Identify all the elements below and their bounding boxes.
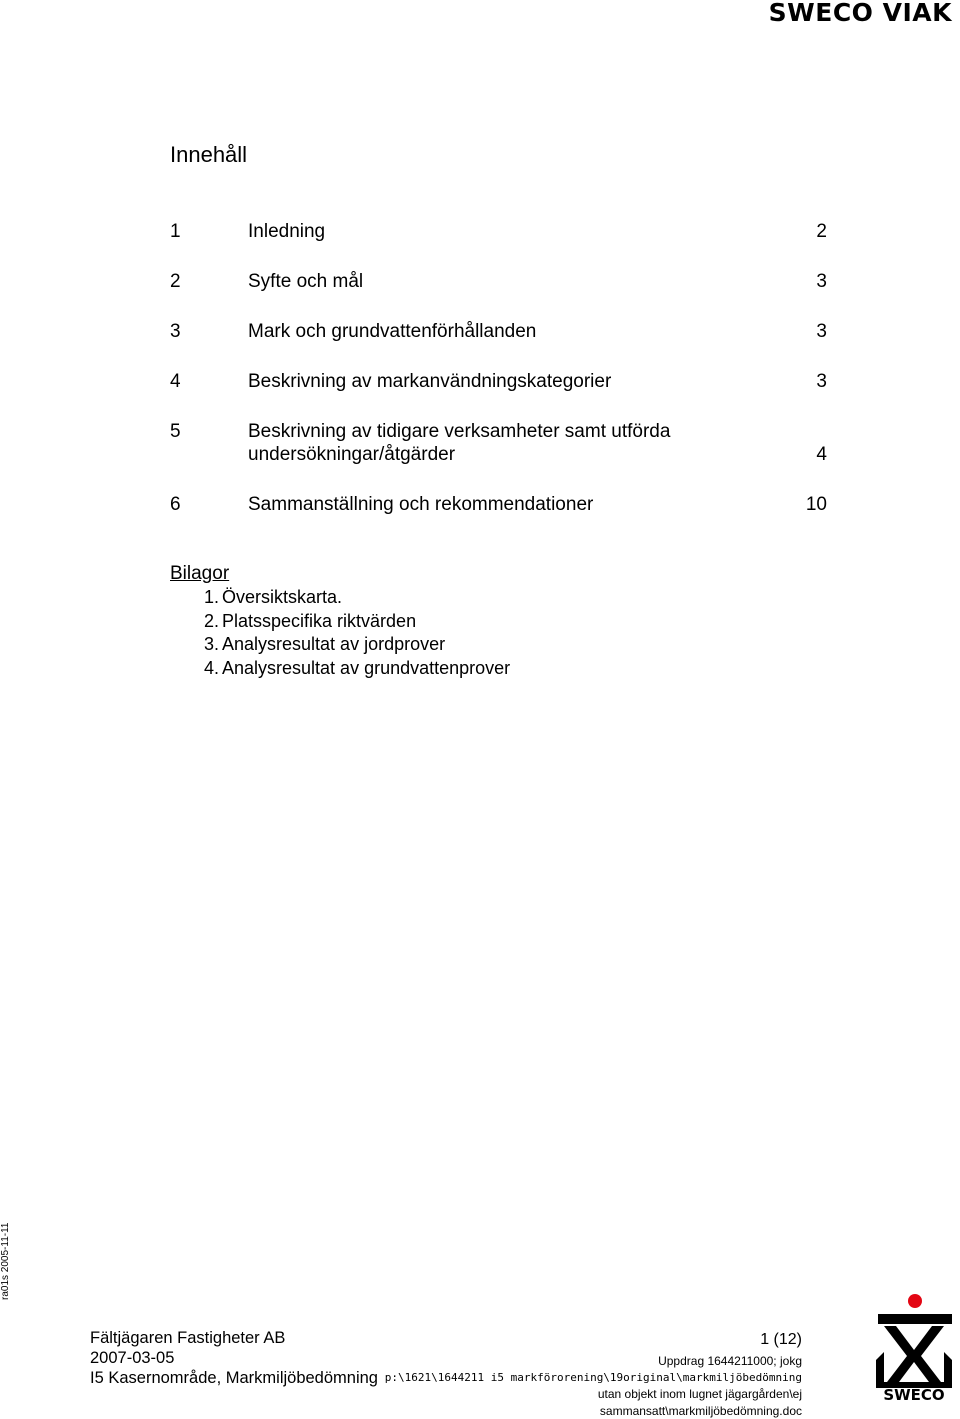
toc-entry-title: Sammanställning och rekommendationer	[248, 493, 740, 516]
appendix-list	[170, 586, 510, 680]
toc-entry-page: 10	[806, 493, 827, 516]
footer-date: 2007-03-05	[90, 1348, 378, 1368]
toc-entry-number: 4	[170, 370, 181, 393]
appendix-heading: Bilagor	[170, 562, 510, 586]
page-count: 1 (12)	[385, 1330, 802, 1350]
appendix-item-text: Analysresultat av grundvattenprover	[222, 657, 510, 681]
footer-project: I5 Kasernområde, Markmiljöbedömning	[90, 1368, 378, 1388]
appendix-section	[170, 562, 510, 680]
footer-file-path-line: p:\1621\1644211 i5 markförorening\19original\markmiljöbedömning	[385, 1370, 802, 1387]
toc-entry-page: 3	[816, 320, 827, 343]
appendix-item-number: 1.	[204, 586, 222, 610]
toc-entry-page: 2	[816, 220, 827, 243]
appendix-item	[204, 610, 510, 634]
appendix-item	[204, 657, 510, 681]
appendix-item	[204, 586, 510, 610]
template-code: ra01s 2005-11-11	[0, 1223, 12, 1300]
toc-entry-number: 5	[170, 420, 181, 443]
footer-assignment: Uppdrag 1644211000; jokg	[385, 1353, 802, 1370]
logo-cross	[884, 1326, 944, 1386]
logo-wordmark: SWECO	[883, 1386, 944, 1402]
toc-entry-title: Beskrivning av markanvändningskategorier	[248, 370, 740, 393]
footer-company: Fältjägaren Fastigheter AB	[90, 1328, 378, 1348]
appendix-item	[204, 633, 510, 657]
toc-entry-title: Inledning	[248, 220, 740, 243]
toc-entry-title: Beskrivning av tidigare verksamheter samt utförda undersökningar/åtgärder	[248, 420, 734, 466]
toc-entry-number: 2	[170, 270, 181, 293]
toc-entry-page: 3	[816, 370, 827, 393]
sweco-logo	[872, 1292, 956, 1402]
brand-header: SWECO VIAK	[769, 0, 952, 26]
appendix-item-text: Analysresultat av jordprover	[222, 633, 445, 657]
toc-entry[interactable]	[170, 320, 830, 343]
footer-left	[90, 1328, 378, 1388]
toc-entry[interactable]	[170, 493, 830, 516]
appendix-item-text: Översiktskarta.	[222, 586, 342, 610]
toc-title: Innehåll	[170, 140, 247, 170]
logo-dot	[908, 1294, 922, 1308]
appendix-item-number: 3.	[204, 633, 222, 657]
footer-file-path-line: sammansatt\markmiljöbedömning.doc	[385, 1403, 802, 1419]
appendix-item-number: 4.	[204, 657, 222, 681]
toc-entry-number: 1	[170, 220, 181, 243]
appendix-item-number: 2.	[204, 610, 222, 634]
toc-entry[interactable]	[170, 420, 830, 466]
toc-entry[interactable]	[170, 370, 830, 393]
toc-entry-number: 3	[170, 320, 181, 343]
table-of-contents	[170, 220, 830, 516]
toc-entry-title: Syfte och mål	[248, 270, 740, 293]
toc-entry-title: Mark och grundvattenförhållanden	[248, 320, 740, 343]
toc-entry[interactable]	[170, 220, 830, 243]
toc-entry-number: 6	[170, 493, 181, 516]
appendix-item-text: Platsspecifika riktvärden	[222, 610, 416, 634]
toc-entry[interactable]	[170, 270, 830, 293]
toc-entry-page: 3	[816, 270, 827, 293]
toc-entry-page: 4	[816, 443, 827, 466]
logo-bar	[878, 1314, 952, 1324]
footer-file-path-line: utan objekt inom lugnet jägargården\ej	[385, 1386, 802, 1403]
